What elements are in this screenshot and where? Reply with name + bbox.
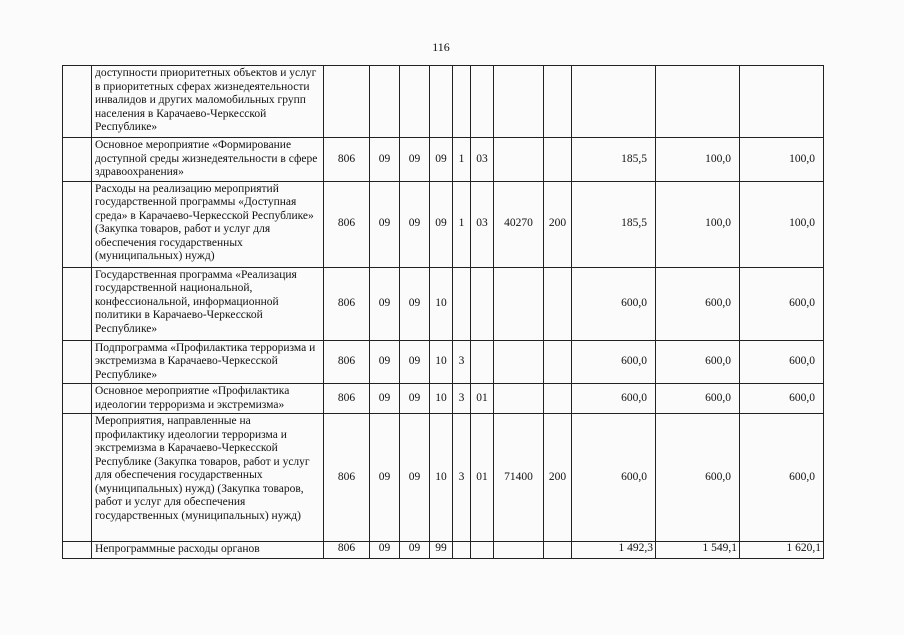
code-section: 09 bbox=[370, 181, 400, 267]
code-program: 99 bbox=[430, 542, 453, 559]
code-admin: 806 bbox=[324, 181, 370, 267]
code-expense-type bbox=[544, 138, 572, 182]
code-direction bbox=[494, 66, 544, 138]
amount-year-3: 100,0 bbox=[740, 181, 824, 267]
table-row bbox=[63, 267, 824, 340]
code-admin: 806 bbox=[324, 414, 370, 542]
amount-year-3: 1 620,1 bbox=[740, 542, 824, 559]
amount-year-3 bbox=[740, 66, 824, 138]
code-program bbox=[430, 66, 453, 138]
amount-year-3: 600,0 bbox=[740, 384, 824, 414]
amount-year-3: 600,0 bbox=[740, 267, 824, 340]
code-subsection: 09 bbox=[400, 181, 430, 267]
code-subsection bbox=[400, 66, 430, 138]
amount-year-3: 100,0 bbox=[740, 138, 824, 182]
amount-year-1: 185,5 bbox=[572, 181, 656, 267]
code-event bbox=[471, 542, 494, 559]
amount-year-2: 100,0 bbox=[656, 181, 740, 267]
code-subprogram: 3 bbox=[453, 384, 471, 414]
code-admin: 806 bbox=[324, 542, 370, 559]
code-section: 09 bbox=[370, 340, 400, 384]
amount-year-3: 600,0 bbox=[740, 340, 824, 384]
code-direction: 71400 bbox=[494, 414, 544, 542]
code-section bbox=[370, 66, 400, 138]
table-row bbox=[63, 138, 824, 182]
row-index-cell bbox=[63, 340, 92, 384]
row-name: доступности приоритетных объектов и услуг в приоритетных сферах жизнедеятельности инвалидов и других маломобильных групп населения в Карачаево-Черкесской Республике» bbox=[92, 66, 324, 138]
code-subprogram bbox=[453, 66, 471, 138]
code-direction bbox=[494, 542, 544, 559]
code-program: 09 bbox=[430, 181, 453, 267]
table-row bbox=[63, 414, 824, 542]
table-row bbox=[63, 542, 824, 559]
code-direction bbox=[494, 267, 544, 340]
code-section: 09 bbox=[370, 138, 400, 182]
code-subsection: 09 bbox=[400, 414, 430, 542]
code-subprogram: 3 bbox=[453, 414, 471, 542]
code-subsection: 09 bbox=[400, 138, 430, 182]
code-section: 09 bbox=[370, 414, 400, 542]
code-event bbox=[471, 66, 494, 138]
row-name: Подпрограмма «Профилактика терроризма и экстремизма в Карачаево-Черкесской Республике» bbox=[92, 340, 324, 384]
row-index-cell bbox=[63, 414, 92, 542]
code-admin: 806 bbox=[324, 384, 370, 414]
amount-year-2 bbox=[656, 66, 740, 138]
code-program: 09 bbox=[430, 138, 453, 182]
code-admin: 806 bbox=[324, 340, 370, 384]
row-index-cell bbox=[63, 267, 92, 340]
code-event: 01 bbox=[471, 414, 494, 542]
page-number: 116 bbox=[432, 40, 450, 54]
code-direction bbox=[494, 340, 544, 384]
code-expense-type bbox=[544, 384, 572, 414]
code-expense-type: 200 bbox=[544, 181, 572, 267]
amount-year-2: 600,0 bbox=[656, 267, 740, 340]
code-program: 10 bbox=[430, 384, 453, 414]
code-event: 03 bbox=[471, 138, 494, 182]
amount-year-3: 600,0 bbox=[740, 414, 824, 542]
budget-table bbox=[62, 65, 824, 559]
amount-year-1: 1 492,3 bbox=[572, 542, 656, 559]
code-event: 03 bbox=[471, 181, 494, 267]
code-expense-type bbox=[544, 542, 572, 559]
code-event bbox=[471, 267, 494, 340]
row-name: Непрограммные расходы органов bbox=[92, 542, 324, 559]
code-section: 09 bbox=[370, 267, 400, 340]
code-direction bbox=[494, 384, 544, 414]
code-subprogram bbox=[453, 542, 471, 559]
code-event bbox=[471, 340, 494, 384]
code-subsection: 09 bbox=[400, 542, 430, 559]
amount-year-1: 600,0 bbox=[572, 384, 656, 414]
amount-year-2: 100,0 bbox=[656, 138, 740, 182]
code-section: 09 bbox=[370, 542, 400, 559]
amount-year-1: 185,5 bbox=[572, 138, 656, 182]
row-name: Государственная программа «Реализация государственной национальной, конфессиональной, информационной политики в Карачаево-Черкесской Республике» bbox=[92, 267, 324, 340]
code-direction: 40270 bbox=[494, 181, 544, 267]
amount-year-2: 600,0 bbox=[656, 414, 740, 542]
row-index-cell bbox=[63, 66, 92, 138]
amount-year-2: 600,0 bbox=[656, 340, 740, 384]
table-row bbox=[63, 181, 824, 267]
code-subprogram: 1 bbox=[453, 138, 471, 182]
code-program: 10 bbox=[430, 414, 453, 542]
code-subsection: 09 bbox=[400, 340, 430, 384]
code-expense-type bbox=[544, 66, 572, 138]
code-event: 01 bbox=[471, 384, 494, 414]
code-subsection: 09 bbox=[400, 384, 430, 414]
amount-year-1: 600,0 bbox=[572, 267, 656, 340]
amount-year-1: 600,0 bbox=[572, 340, 656, 384]
code-section: 09 bbox=[370, 384, 400, 414]
table-row bbox=[63, 340, 824, 384]
row-index-cell bbox=[63, 384, 92, 414]
row-index-cell bbox=[63, 138, 92, 182]
code-program: 10 bbox=[430, 340, 453, 384]
row-name: Расходы на реализацию мероприятий государственной программы «Доступная среда» в Карачаево-Черкесской Республике» (Закупка товаров, работ и услуг для обеспечения государственных (муниципальных) нужд) bbox=[92, 181, 324, 267]
table-row bbox=[63, 384, 824, 414]
row-index-cell bbox=[63, 181, 92, 267]
amount-year-1: 600,0 bbox=[572, 414, 656, 542]
code-subprogram bbox=[453, 267, 471, 340]
code-expense-type bbox=[544, 267, 572, 340]
code-subprogram: 1 bbox=[453, 181, 471, 267]
row-index-cell bbox=[63, 542, 92, 559]
code-direction bbox=[494, 138, 544, 182]
code-admin: 806 bbox=[324, 267, 370, 340]
code-subprogram: 3 bbox=[453, 340, 471, 384]
row-name: Основное мероприятие «Формирование доступной среды жизнедеятельности в сфере здравоохранения» bbox=[92, 138, 324, 182]
code-subsection: 09 bbox=[400, 267, 430, 340]
row-name: Мероприятия, направленные на профилактику идеологии терроризма и экстремизма в Карачаево-Черкесской Республике (Закупка товаров, работ и услуг для обеспечения государственных (муниципальных) нужд) (Закупка товаров, работ и услуг для обеспечения государственных (муниципальных) нужд) bbox=[92, 414, 324, 542]
amount-year-1 bbox=[572, 66, 656, 138]
code-admin bbox=[324, 66, 370, 138]
amount-year-2: 1 549,1 bbox=[656, 542, 740, 559]
code-expense-type: 200 bbox=[544, 414, 572, 542]
code-program: 10 bbox=[430, 267, 453, 340]
budget-table-body bbox=[63, 66, 824, 559]
code-expense-type bbox=[544, 340, 572, 384]
code-admin: 806 bbox=[324, 138, 370, 182]
row-name: Основное мероприятие «Профилактика идеологии терроризма и экстремизма» bbox=[92, 384, 324, 414]
table-row bbox=[63, 66, 824, 138]
amount-year-2: 600,0 bbox=[656, 384, 740, 414]
